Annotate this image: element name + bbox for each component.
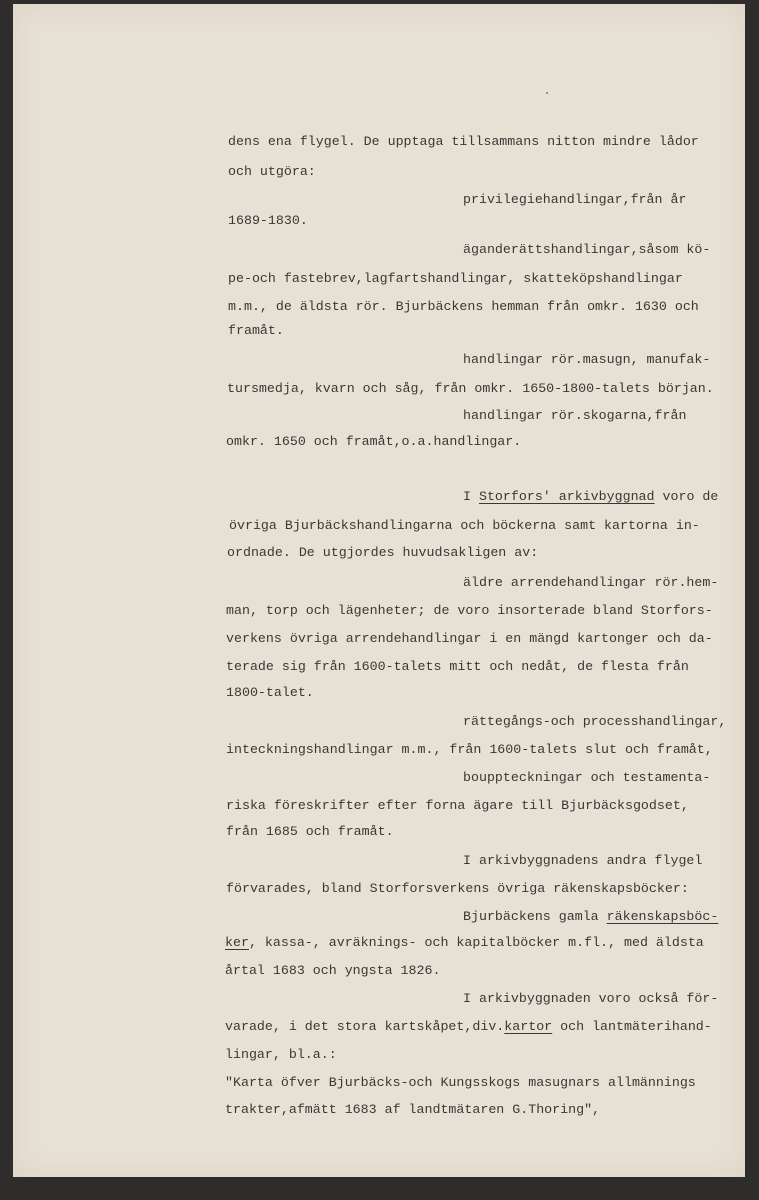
text-line [227,381,714,397]
text-line [228,134,699,150]
line-text: äldre arrendehandlingar rör.hem- [463,575,719,590]
text-line [228,213,308,229]
text-line [225,1102,600,1118]
underlined-text: Storfors' arkivbyggnad [478,489,655,504]
line-text: omkr. 1650 och framåt,o.a.handlingar. [226,434,522,449]
text-line [228,323,284,339]
line-text: riska föreskrifter efter forna ägare till Bjurbäcksgodset, [226,798,689,813]
text-line [226,685,314,701]
line-text: handlingar rör.skogarna,från [463,408,687,423]
line-text: privilegiehandlingar,från år [463,192,687,207]
line-text: bouppteckningar och testamenta- [463,770,711,785]
line-text: handlingar rör.masugn, manufak- [463,352,711,367]
text-line [225,963,440,979]
text-line [225,1019,712,1035]
line-text: förvarades, bland Storforsverkens övriga räkenskapsböcker: [226,881,689,896]
text-line [229,518,700,534]
text-line [228,299,699,315]
text-line [226,742,713,758]
line-text: I [463,489,479,504]
text-line [463,242,710,258]
line-text: man, torp och lägenheter; de voro insorterade bland Storfors- [226,603,713,618]
line-text: ordnade. De utgjordes huvudsakligen av: [227,545,539,560]
text-line [225,1075,696,1091]
line-text: terade sig från 1600-talets mitt och nedåt, de flesta från [226,659,689,674]
underlined-text: räkenskapsböc- [606,909,719,924]
text-line [463,192,686,208]
text-line [463,352,710,368]
text-line [228,271,683,287]
line-text: I arkivbyggnaden voro också för- [463,991,719,1006]
text-line [463,575,718,591]
text-line [463,991,718,1007]
line-text: äganderättshandlingar,såsom kö- [463,242,711,257]
line-text: dens ena flygel. De upptaga tillsammans nitton mindre lådor [228,134,699,149]
line-text: rättegångs-och processhandlingar, [463,714,727,729]
line-text: voro de [654,489,719,504]
line-text: övriga Bjurbäckshandlingarna och böckerna samt kartorna in- [229,518,700,533]
line-text: I arkivbyggnadens andra flygel [463,853,703,868]
line-text: inteckningshandlingar m.m., från 1600-talets slut och framåt, [226,742,713,757]
text-line [225,1047,337,1063]
text-line [227,545,538,561]
text-line [226,631,713,647]
text-line [463,714,726,730]
text-line [225,935,704,951]
line-text: pe-och fastebrev,lagfartshandlingar, skatteköpshandlingar [228,271,683,286]
line-text: och utgöra: [228,164,316,179]
text-line [226,603,713,619]
text-line [463,770,710,786]
text-line [463,489,718,505]
document-page [13,4,745,1177]
line-text: "Karta öfver Bjurbäcks-och Kungsskogs masugnars allmännings [225,1075,696,1090]
line-text: från 1685 och framåt. [226,824,394,839]
line-text: framåt. [228,323,284,338]
text-line [226,824,394,840]
line-text: 1800-talet. [226,685,314,700]
line-text: 1689-1830. [228,213,308,228]
underlined-text: ker [225,935,249,950]
line-text: verkens övriga arrendehandlingar i en mängd kartonger och da- [226,631,713,646]
line-text: och lantmäterihand- [552,1019,712,1034]
line-text: trakter,afmätt 1683 af landtmätaren G.Thoring", [225,1102,601,1117]
text-line [226,798,689,814]
text-line [463,853,702,869]
underlined-text: kartor [504,1019,553,1034]
line-text: årtal 1683 och yngsta 1826. [225,963,441,978]
line-text: varade, i det stora kartskåpet,div. [225,1019,505,1034]
line-text: m.m., de äldsta rör. Bjurbäckens hemman från omkr. 1630 och [228,299,699,314]
text-line [463,909,718,925]
text-line [226,659,689,675]
line-text: lingar, bl.a.: [225,1047,337,1062]
line-text: tursmedja, kvarn och såg, från omkr. 1650-1800-talets början. [227,381,714,396]
text-line [228,164,316,180]
speck-mark [546,92,548,94]
line-text: Bjurbäckens gamla [463,909,607,924]
text-line [226,881,689,897]
text-line [226,434,521,450]
line-text: , kassa-, avräknings- och kapitalböcker m.fl., med äldsta [248,935,704,950]
text-line [463,408,686,424]
